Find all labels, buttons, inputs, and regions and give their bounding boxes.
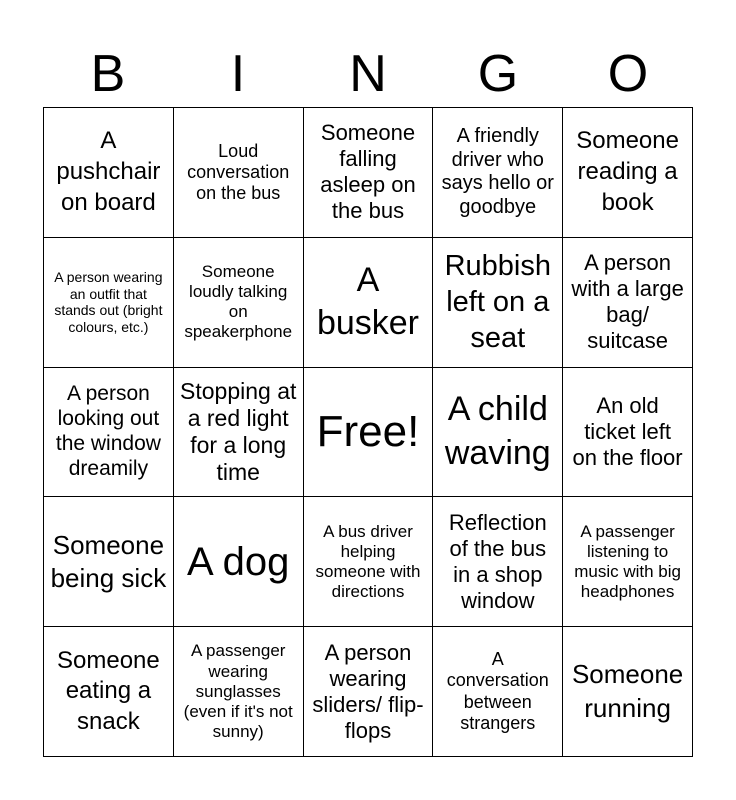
- bingo-cell[interactable]: A pushchair on board: [44, 108, 174, 238]
- bingo-cell[interactable]: Rubbish left on a seat: [433, 238, 563, 368]
- bingo-cell[interactable]: Someone loudly talking on speakerphone: [174, 238, 304, 368]
- bingo-cell[interactable]: A busker: [304, 238, 434, 368]
- bingo-cell[interactable]: Reflection of the bus in a shop window: [433, 497, 563, 627]
- header-letter-i: I: [230, 45, 246, 103]
- header-letter-b: B: [90, 45, 126, 103]
- bingo-cell[interactable]: An old ticket left on the floor: [563, 368, 693, 498]
- bingo-cell[interactable]: A child waving: [433, 368, 563, 498]
- bingo-cell[interactable]: A bus driver helping someone with directions: [304, 497, 434, 627]
- bingo-cell[interactable]: A friendly driver who says hello or goodbye: [433, 108, 563, 238]
- bingo-cell[interactable]: Someone being sick: [44, 497, 174, 627]
- bingo-cell[interactable]: A person wearing sliders/ flip-flops: [304, 627, 434, 757]
- bingo-cell[interactable]: Stopping at a red light for a long time: [174, 368, 304, 498]
- bingo-cell[interactable]: A person with a large bag/ suitcase: [563, 238, 693, 368]
- bingo-cell[interactable]: Someone eating a snack: [44, 627, 174, 757]
- bingo-cell[interactable]: Loud conversation on the bus: [174, 108, 304, 238]
- bingo-cell[interactable]: A conversation between strangers: [433, 627, 563, 757]
- bingo-cell[interactable]: A passenger listening to music with big headphones: [563, 497, 693, 627]
- bingo-cell[interactable]: A person wearing an outfit that stands out (bright colours, etc.): [44, 238, 174, 368]
- bingo-cell[interactable]: Someone reading a book: [563, 108, 693, 238]
- bingo-grid: [43, 107, 693, 757]
- header-letter-n: N: [349, 45, 387, 103]
- header-letter-o: O: [607, 45, 649, 103]
- bingo-cell[interactable]: A person looking out the window dreamily: [44, 368, 174, 498]
- bingo-cell[interactable]: Someone falling asleep on the bus: [304, 108, 434, 238]
- header-letter-g: G: [477, 45, 519, 103]
- bingo-cell[interactable]: A passenger wearing sunglasses (even if it's not sunny): [174, 627, 304, 757]
- bingo-cell[interactable]: Someone running: [563, 627, 693, 757]
- bingo-header: [43, 40, 693, 108]
- bingo-cell[interactable]: A dog: [174, 497, 304, 627]
- bingo-cell-free[interactable]: Free!: [304, 368, 434, 498]
